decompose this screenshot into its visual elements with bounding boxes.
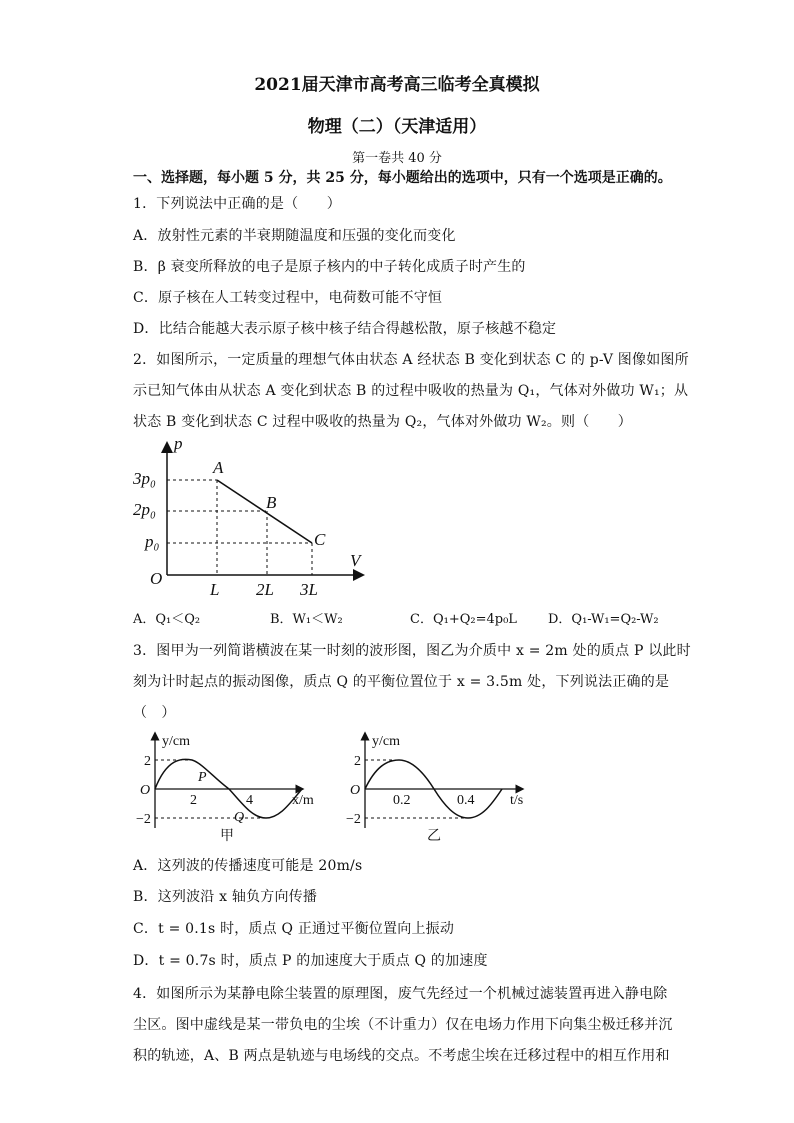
q3-stem-line-1: 3．图甲为一列简谐横波在某一时刻的波形图，图乙为介质中 x = 2m 处的质点 P 以此时 [133,643,691,659]
pv-x-label: V [350,551,361,570]
jia-y-bottom: −2 [136,812,151,827]
q3-option-a: A．这列波的传播速度可能是 20m/s [133,858,363,874]
q2-option-d: D．Q₁-W₁=Q₂-W₂ [548,612,659,627]
pv-point-B: B [266,493,277,512]
q1-option-c: C．原子核在人工转变过程中，电荷数可能不守恒 [133,290,443,306]
yi-tick-0-4: 0.4 [457,793,475,808]
pv-point-C: C [314,530,326,549]
vibration-graph-yi [342,728,542,843]
pv-tick-3L: 3L [300,580,318,599]
jia-wave-curve-2 [229,760,298,789]
yi-x-label: t/s [510,793,524,808]
q1-option-a: A．放射性元素的半衰期随温度和压强的变化而变化 [133,228,456,244]
q2-stem-line-1: 2．如图所示，一定质量的理想气体由状态 A 经状态 B 变化到状态 C 的 p-V 图像如图所 [133,352,689,368]
q1-option-b: B．β 衰变所释放的电子是原子核内的中子转化成质子时产生的 [133,259,526,275]
jia-x-label: x/m [292,793,314,808]
pv-tick-p0: p₀ [145,532,160,551]
q4-stem-line-2: 尘区。图中虚线是某一带负电的尘埃（不计重力）仅在电场力作用下向集尘极迁移并沉 [133,1017,673,1033]
pv-origin: O [150,569,163,588]
jia-point-Q: Q [234,810,245,825]
jia-tick-4: 4 [246,793,253,808]
q4-stem-line-3: 积的轨迹，A、B 两点是轨迹与电场线的交点。不考虑尘埃在迁移过程中的相互作用和 [133,1048,670,1064]
q1-option-d: D．比结合能越大表示原子核中核子结合得越松散，原子核越不稳定 [133,321,557,337]
jia-y-label: y/cm [162,734,190,749]
jia-y-top: 2 [144,754,151,769]
yi-y-label: y/cm [372,734,400,749]
yi-y-top: 2 [354,754,361,769]
pv-tick-2p0: 2p₀ [133,500,156,519]
pv-graph [130,432,380,602]
jia-point-P: P [198,770,207,785]
pv-point-A: A [213,458,224,477]
jia-origin: O [140,783,151,798]
jia-tick-2: 2 [190,793,197,808]
pv-y-label: p [174,434,183,453]
paper-subtitle: 物理（二）（天津适用） [307,117,487,137]
volume-note: 第一卷共 40 分 [352,151,442,166]
yi-y-bottom: −2 [346,812,361,827]
q2-option-b: B．W₁＜W₂ [270,612,343,627]
q4-stem-line-1: 4．如图所示为某静电除尘装置的原理图，废气先经过一个机械过滤装置再进入静电除 [133,986,668,1002]
q3-option-b: B．这列波沿 x 轴负方向传播 [133,889,318,905]
q2-stem-line-2: 示已知气体由从状态 A 变化到状态 B 的过程中吸收的热量为 Q₁，气体对外做功 W₁；从 [133,383,689,399]
pv-tick-L: L [210,580,220,599]
yi-tick-0-2: 0.2 [393,793,411,808]
yi-origin: O [350,783,361,798]
q3-stem-line-3: （ ） [133,705,176,721]
yi-caption: 乙 [427,829,441,843]
paper-title: 2021届天津市高考高三临考全真模拟 [254,75,540,95]
section-heading: 一、选择题，每小题 5 分，共 25 分，每小题给出的选项中，只有一个选项是正确的。 [133,170,672,186]
pv-tick-2L: 2L [256,580,274,599]
q3-option-d: D．t = 0.7s 时，质点 P 的加速度大于质点 Q 的加速度 [133,953,488,969]
q1-stem: 1．下列说法中正确的是（ ） [133,196,341,212]
q2-stem-line-3: 状态 B 变化到状态 C 过程中吸收的热量为 Q₂，气体对外做功 W₂。则（ ） [133,414,632,430]
q3-stem-line-2: 刻为计时起点的振动图像，质点 Q 的平衡位置位于 x = 3.5m 处，下列说法正确的是 [133,674,670,690]
jia-caption: 甲 [220,829,234,843]
pv-tick-3p0: 3p₀ [133,469,156,488]
q2-option-c: C．Q₁+Q₂=4p₀L [410,612,517,627]
wave-graph-jia [130,728,330,843]
q2-option-a: A．Q₁＜Q₂ [133,612,201,627]
q3-option-c: C．t = 0.1s 时，质点 Q 正通过平衡位置向上振动 [133,921,455,937]
